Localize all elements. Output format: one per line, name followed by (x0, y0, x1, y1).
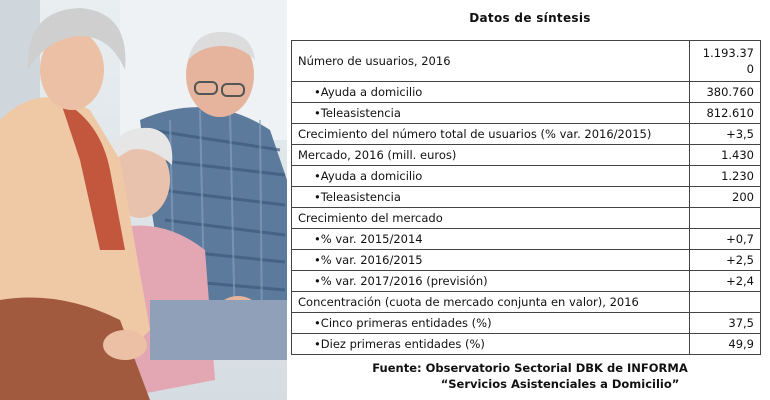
row-label: •Teleasistencia (292, 187, 690, 208)
row-label: •Cinco primeras entidades (%) (292, 313, 690, 334)
table-row (292, 145, 761, 166)
row-value: 812.610 (690, 103, 761, 124)
row-value: 37,5 (690, 313, 761, 334)
row-value: +3,5 (690, 124, 761, 145)
table-row (292, 292, 761, 313)
row-label: •% var. 2015/2014 (292, 229, 690, 250)
row-value: 380.760 (690, 82, 761, 103)
row-value: 49,9 (690, 334, 761, 355)
photo-illustration (0, 0, 287, 400)
row-label: •% var. 2016/2015 (292, 250, 690, 271)
row-label: Concentración (cuota de mercado conjunta en valor), 2016 (292, 292, 690, 313)
table-row (292, 208, 761, 229)
synthesis-table (291, 40, 761, 355)
source-note (290, 360, 770, 392)
table-row (292, 271, 761, 292)
row-value: +0,7 (690, 229, 761, 250)
row-label: •Ayuda a domicilio (292, 166, 690, 187)
row-value: +2,4 (690, 271, 761, 292)
row-label: Crecimiento del número total de usuarios (% var. 2016/2015) (292, 124, 690, 145)
row-label: •Diez primeras entidades (%) (292, 334, 690, 355)
table-row (292, 229, 761, 250)
table-row (292, 313, 761, 334)
table-row (292, 187, 761, 208)
page-title: Datos de síntesis (469, 11, 591, 25)
table-row (292, 250, 761, 271)
row-value: 1.230 (690, 166, 761, 187)
table-row (292, 103, 761, 124)
row-value (690, 208, 761, 229)
row-label: •Ayuda a domicilio (292, 82, 690, 103)
row-label: Mercado, 2016 (mill. euros) (292, 145, 690, 166)
source-line-1: Fuente: Observatorio Sectorial DBK de INFORMA (372, 361, 688, 375)
table-row (292, 82, 761, 103)
table-row (292, 124, 761, 145)
row-label: Número de usuarios, 2016 (292, 41, 690, 82)
table-row (292, 334, 761, 355)
row-value: 1.193.370 (690, 41, 761, 82)
table-row (292, 166, 761, 187)
row-value: 1.430 (690, 145, 761, 166)
elderly-people-photo (0, 0, 287, 400)
row-value (690, 292, 761, 313)
table-row (292, 41, 761, 82)
row-label: •% var. 2017/2016 (previsión) (292, 271, 690, 292)
row-value: +2,5 (690, 250, 761, 271)
source-line-2: “Servicios Asistenciales a Domicilio” (440, 377, 680, 391)
row-label: Crecimiento del mercado (292, 208, 690, 229)
row-value: 200 (690, 187, 761, 208)
row-label: •Teleasistencia (292, 103, 690, 124)
